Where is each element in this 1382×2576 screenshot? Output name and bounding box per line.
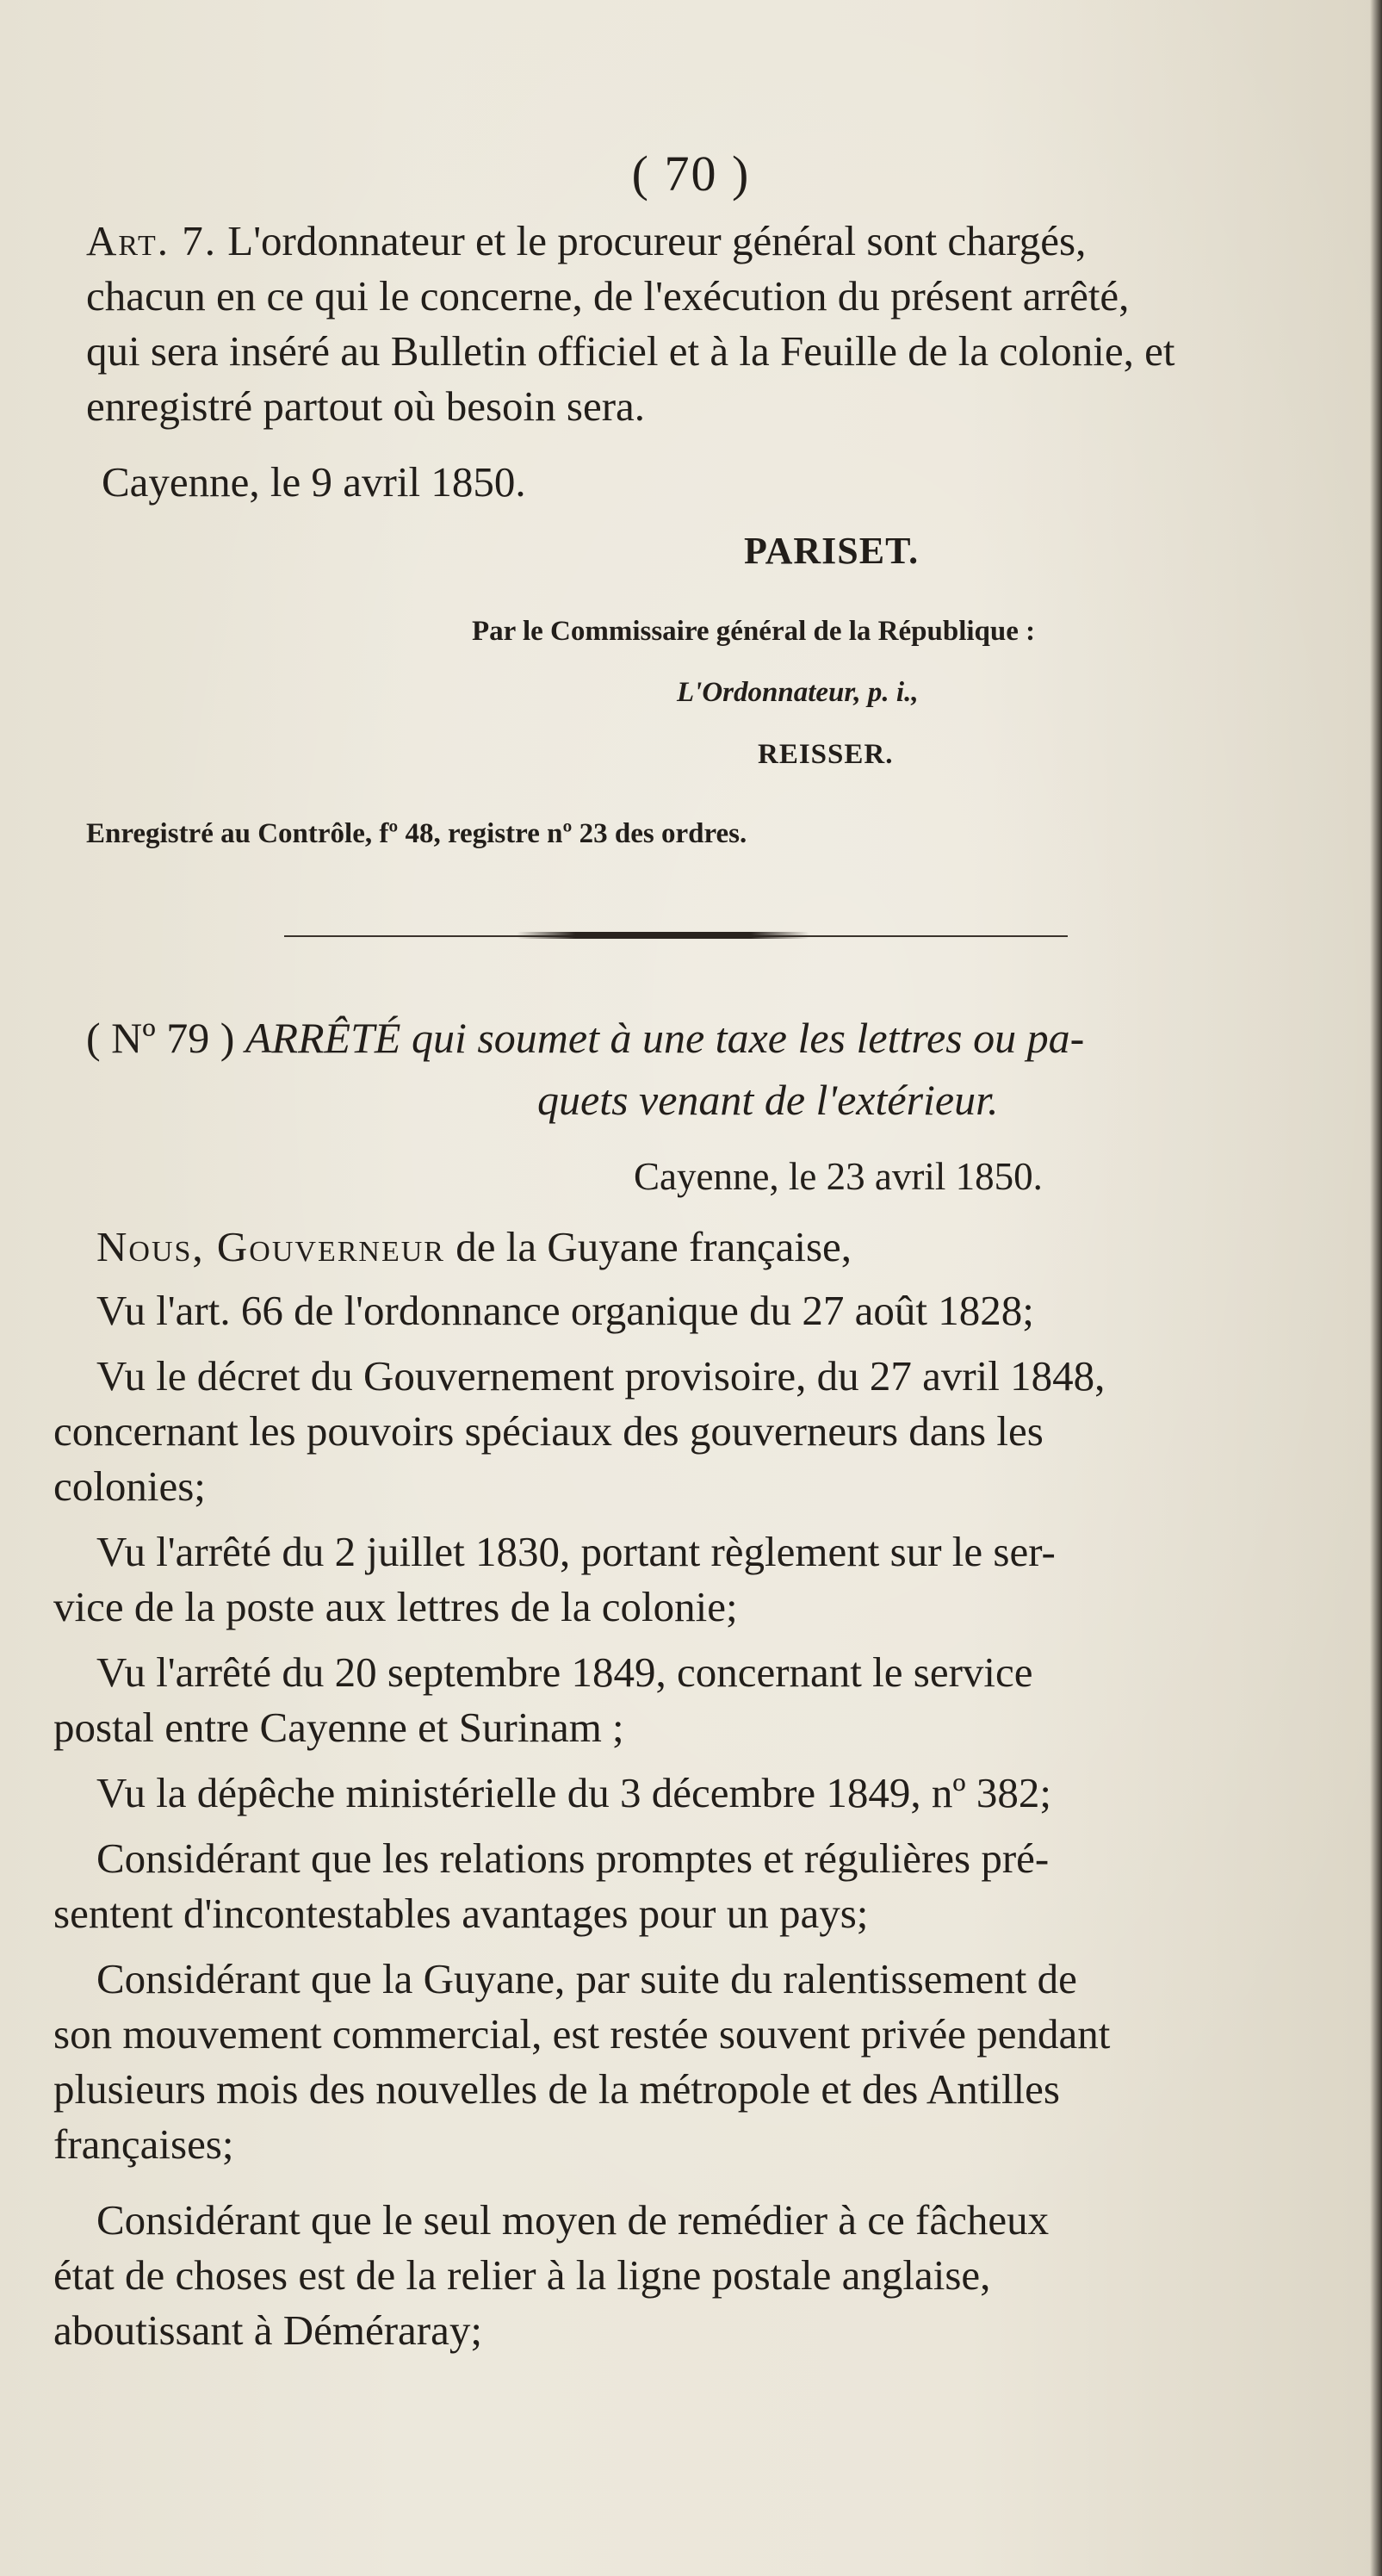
registration-note: Enregistré au Contrôle, fº 48, registre nº 23 des ordres.	[86, 818, 747, 849]
section-divider-ornament	[517, 932, 809, 939]
visa-5: Vu la dépêche ministérielle du 3 décembre 1849, nº 382;	[96, 1769, 1051, 1816]
visa-4-line-2: postal entre Cayenne et Surinam ;	[53, 1704, 624, 1751]
article-7-line-2: chacun en ce qui le concerne, de l'exécution du présent arrêté,	[86, 272, 1130, 320]
visa-3-line-1: Vu l'arrêté du 2 juillet 1830, portant règlement sur le ser-	[96, 1528, 1056, 1575]
decree-dateline: Cayenne, le 23 avril 1850.	[634, 1155, 1043, 1198]
article-7-text: L'ordonnateur et le procureur général sont chargés,	[227, 217, 1087, 264]
article-7-line-3: qui sera inséré au Bulletin officiel et à la Feuille de la colonie, et	[86, 327, 1175, 375]
visa-4-line-1: Vu l'arrêté du 20 septembre 1849, concernant le service	[96, 1648, 1033, 1696]
dateline-9-april: Cayenne, le 9 avril 1850.	[102, 458, 526, 506]
considerant-3-line-1: Considérant que le seul moyen de remédier à ce fâcheux	[96, 2196, 1050, 2244]
considerant-1-line-2: sentent d'incontestables avantages pour un pays;	[53, 1890, 869, 1937]
visa-3-line-2: vice de la poste aux lettres de la colonie;	[53, 1583, 738, 1630]
considerant-2-line-1: Considérant que la Guyane, par suite du ralentissement de	[96, 1955, 1077, 2002]
commissioner-line: Par le Commissaire général de la République :	[472, 616, 1036, 647]
article-7-line-4: enregistré partout où besoin sera.	[86, 382, 646, 430]
signature-reisser: REISSER.	[758, 739, 894, 770]
considerant-2-line-4: françaises;	[53, 2120, 234, 2168]
page-spine-shadow	[1370, 0, 1382, 2576]
visa-2-line-1: Vu le décret du Gouvernement provisoire, du 27 avril 1848,	[96, 1352, 1106, 1400]
decree-heading-line-1	[86, 1013, 1084, 1063]
visa-1: Vu l'art. 66 de l'ordonnance organique du 27 août 1828;	[96, 1287, 1034, 1334]
nous-gouverneur: Nous, Gouverneur	[96, 1223, 445, 1270]
considerant-3-line-2: état de choses est de la relier à la ligne postale anglaise,	[53, 2251, 991, 2299]
nous-rest: de la Guyane française,	[456, 1223, 852, 1270]
visa-2-line-3: colonies;	[53, 1462, 206, 1510]
decree-heading-line-2: quets venant de l'extérieur.	[537, 1076, 999, 1124]
article-7-line-1	[86, 214, 1086, 269]
decree-number: ( Nº 79 )	[86, 1014, 235, 1062]
nous-line	[96, 1220, 852, 1275]
considerant-3-line-3: aboutissant à Déméraray;	[53, 2306, 482, 2354]
considerant-2-line-2: son mouvement commercial, est restée souvent privée pendant	[53, 2010, 1111, 2058]
article-label: Art. 7.	[86, 217, 218, 264]
page-number: ( 70 )	[631, 146, 751, 202]
considerant-2-line-3: plusieurs mois des nouvelles de la métropole et des Antilles	[53, 2065, 1060, 2113]
signature-pariset: PARISET.	[744, 530, 920, 572]
visa-2-line-2: concernant les pouvoirs spéciaux des gouverneurs dans les	[53, 1407, 1044, 1455]
ordonnateur-line: L'Ordonnateur, p. i.,	[677, 677, 919, 708]
decree-title: ARRÊTÉ qui soumet à une taxe les lettres ou pa-	[245, 1014, 1085, 1062]
considerant-1-line-1: Considérant que les relations promptes et régulières pré-	[96, 1834, 1050, 1882]
